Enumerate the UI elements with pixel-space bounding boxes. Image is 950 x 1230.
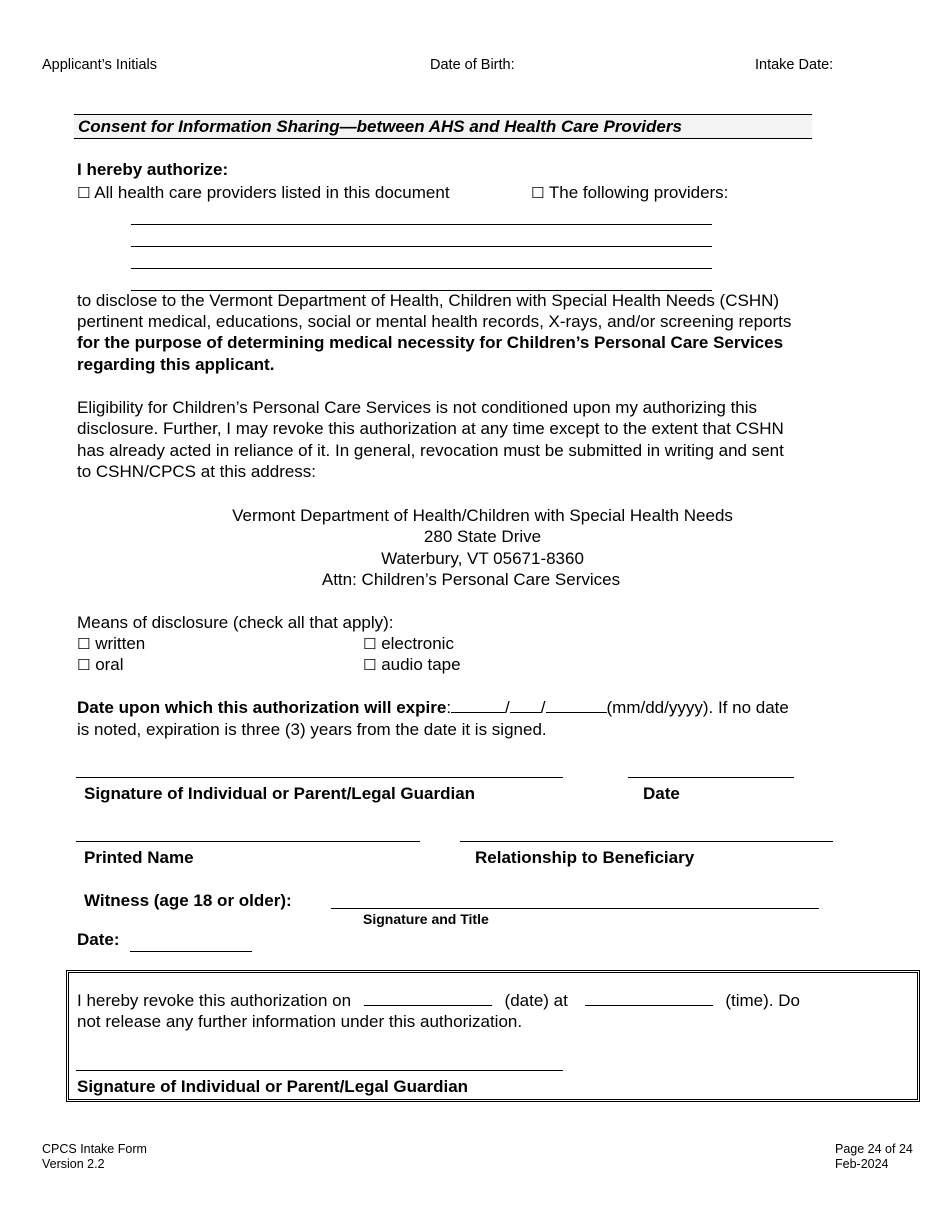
signature-date-label: Date	[643, 784, 680, 803]
date-of-birth-label: Date of Birth:	[430, 57, 515, 73]
witness-label: Witness (age 18 or older):	[84, 891, 292, 910]
signature-title-label: Signature and Title	[363, 911, 489, 927]
revoke-signature-line[interactable]	[76, 1070, 563, 1071]
checkbox-electronic[interactable]: ☐	[363, 635, 377, 653]
option-all-providers-label: All health care providers listed in this document	[94, 183, 450, 202]
revoke-line-2: not release any further information under this authorization.	[77, 1012, 523, 1031]
expire-slash-1: /	[505, 698, 510, 717]
expire-slash-2: /	[540, 698, 546, 717]
address-line-1: Vermont Department of Health/Children with Special Health Needs	[232, 506, 733, 525]
expire-colon: :	[446, 698, 452, 717]
witness-date-label: Date:	[77, 930, 120, 949]
means-electronic-label: electronic	[381, 634, 454, 653]
expire-row	[77, 697, 789, 719]
provider-line-1[interactable]	[131, 224, 712, 225]
applicant-initials-label: Applicant’s Initials	[42, 57, 157, 73]
eligibility-line-2: disclosure. Further, I may revoke this authorization at any time except to the extent that CSHN	[77, 419, 784, 438]
means-electronic[interactable]	[363, 633, 454, 656]
expire-format: (mm/dd/yyyy). If no date	[606, 698, 789, 717]
means-audio-tape[interactable]	[363, 654, 461, 677]
section-title-bar	[74, 114, 812, 139]
witness-signature-line[interactable]	[331, 908, 819, 909]
printed-name-label: Printed Name	[84, 848, 194, 867]
revoke-part-2: (date) at	[504, 991, 568, 1010]
means-written[interactable]	[77, 633, 145, 656]
printed-name-line[interactable]	[76, 841, 420, 842]
provider-line-3[interactable]	[131, 268, 712, 269]
expire-mm-field[interactable]	[451, 697, 505, 713]
footer-version: Version 2.2	[42, 1157, 105, 1171]
option-following-providers[interactable]	[531, 182, 728, 205]
disclose-line-3: for the purpose of determining medical necessity for Children’s Personal Care Services	[77, 333, 784, 352]
checkbox-audio-tape[interactable]: ☐	[363, 656, 377, 674]
witness-date-line[interactable]	[130, 951, 252, 952]
checkbox-written[interactable]: ☐	[77, 635, 91, 653]
means-audio-tape-label: audio tape	[381, 655, 461, 674]
checkbox-oral[interactable]: ☐	[77, 656, 91, 674]
footer-date: Feb-2024	[835, 1157, 889, 1171]
revoke-date-field[interactable]	[364, 995, 492, 1006]
section-title: Consent for Information Sharing—between AHS and Health Care Providers	[78, 117, 682, 136]
means-oral[interactable]	[77, 654, 124, 677]
relationship-label: Relationship to Beneficiary	[475, 848, 695, 867]
revoke-signature-label: Signature of Individual or Parent/Legal Guardian	[77, 1077, 469, 1096]
disclose-line-4: regarding this applicant.	[77, 355, 275, 374]
footer-form-name: CPCS Intake Form	[42, 1142, 147, 1156]
revoke-part-1: I hereby revoke this authorization on	[77, 991, 352, 1010]
disclose-line-2: pertinent medical, educations, social or mental health records, X-rays, and/or screening reports	[77, 312, 792, 331]
provider-line-2[interactable]	[131, 246, 712, 247]
option-following-providers-label: The following providers:	[548, 183, 729, 202]
means-written-label: written	[95, 634, 146, 653]
signature-date-line[interactable]	[628, 777, 794, 778]
checkbox-following-providers[interactable]: ☐	[531, 184, 545, 202]
address-line-2: 280 State Drive	[423, 527, 542, 546]
expire-label: Date upon which this authorization will expire	[77, 698, 447, 717]
revoke-time-field[interactable]	[585, 995, 713, 1006]
eligibility-line-3: has already acted in reliance of it. In general, revocation must be submitted in writing and sent	[77, 441, 784, 460]
expire-dd-field[interactable]	[510, 697, 541, 713]
address-line-4: Attn: Children’s Personal Care Services	[321, 570, 621, 589]
checkbox-all-providers[interactable]: ☐	[77, 184, 91, 202]
revoke-part-3: (time). Do	[725, 991, 800, 1010]
signature-label: Signature of Individual or Parent/Legal Guardian	[84, 784, 476, 803]
option-all-providers[interactable]	[77, 182, 450, 205]
expire-yyyy-field[interactable]	[546, 697, 607, 713]
address-line-3: Waterbury, VT 05671-8360	[381, 549, 584, 568]
means-label: Means of disclosure (check all that apply):	[77, 613, 394, 632]
relationship-line[interactable]	[460, 841, 833, 842]
expire-line-2: is noted, expiration is three (3) years from the date it is signed.	[77, 720, 547, 739]
means-oral-label: oral	[95, 655, 124, 674]
disclose-line-1: to disclose to the Vermont Department of Health, Children with Special Health Needs (CSHN)	[77, 291, 780, 310]
footer-page: Page 24 of 24	[835, 1142, 913, 1156]
intake-date-label: Intake Date:	[755, 57, 834, 73]
eligibility-line-1: Eligibility for Children’s Personal Care Services is not conditioned upon my authorizing this	[77, 398, 758, 417]
authorize-heading: I hereby authorize:	[77, 160, 229, 179]
signature-line[interactable]	[76, 777, 563, 778]
revoke-line-1	[77, 990, 800, 1012]
eligibility-line-4: to CSHN/CPCS at this address:	[77, 462, 317, 481]
